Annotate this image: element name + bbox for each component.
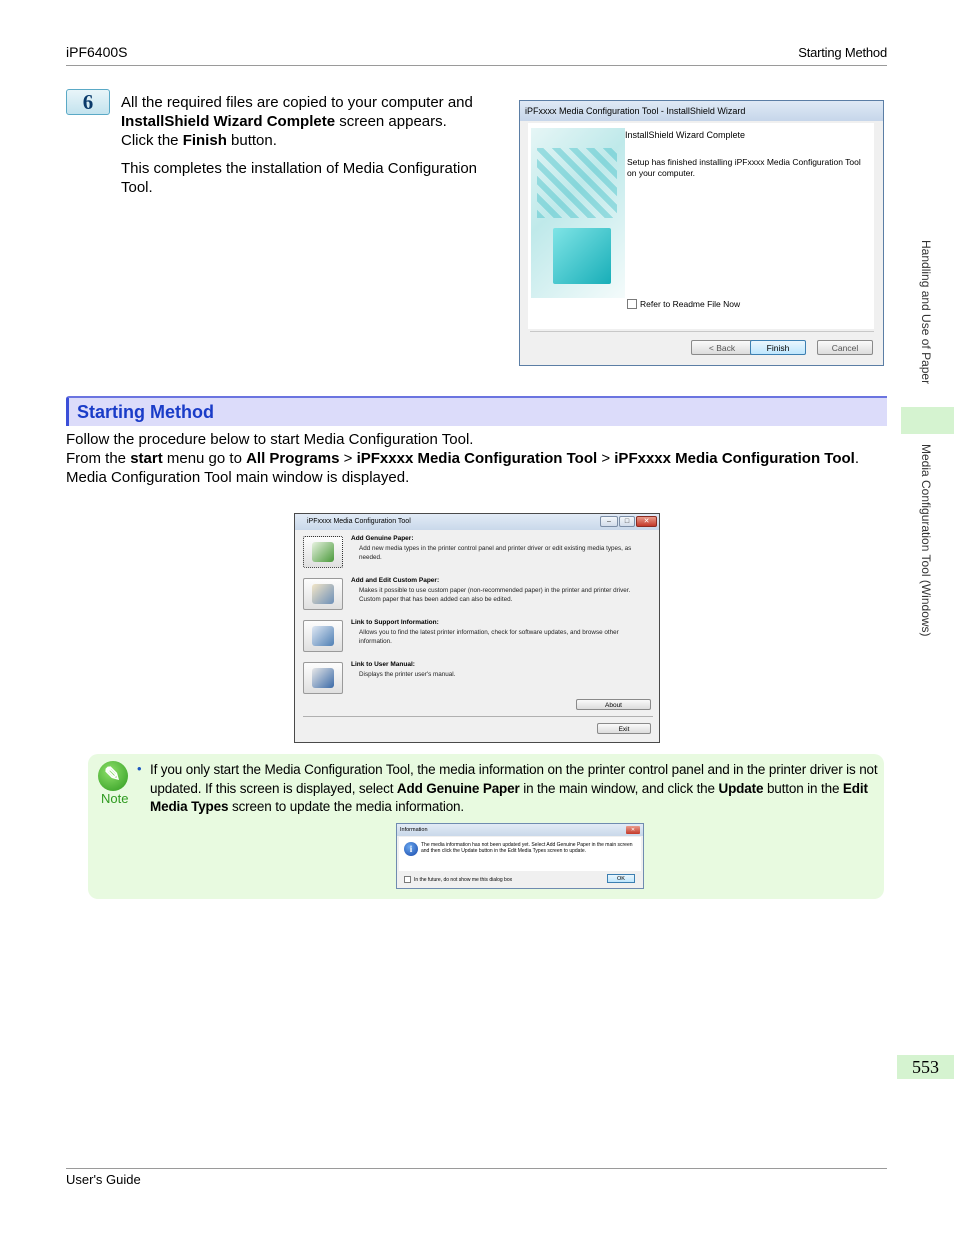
note-text-segment: screen to update the media information. <box>228 799 465 814</box>
side-tab-marker <box>901 407 954 434</box>
step-bold-finish: Finish <box>182 132 227 149</box>
info-title-bar: Information <box>397 824 643 836</box>
header-product: iPF6400S <box>66 44 128 60</box>
section-paragraph-2 <box>66 449 866 468</box>
info-dont-show-option[interactable] <box>404 876 512 883</box>
dont-show-checkbox[interactable] <box>404 876 411 883</box>
note-text-segment: button in the <box>763 780 843 796</box>
header-rule <box>66 65 887 66</box>
mct-item-description: Displays the printer user's manual. <box>359 671 456 678</box>
note-bullet: • <box>137 761 142 776</box>
mct-item-description: Add new media types in the printer control panel and printer driver or edit existing media types, as needed. <box>359 545 632 561</box>
maximize-icon[interactable]: □ <box>619 516 635 527</box>
step-text-segment: button. <box>226 132 277 149</box>
info-icon: i <box>404 842 418 856</box>
readme-checkbox-label: Refer to Readme File Now <box>640 299 741 309</box>
minimize-icon[interactable]: – <box>600 516 618 527</box>
body-text-segment: menu go to <box>162 450 247 467</box>
mct-item-label: Link to User Manual: <box>351 661 415 668</box>
wizard-body <box>528 123 874 329</box>
info-ok-button[interactable]: OK <box>607 874 635 883</box>
mct-item-label: Link to Support Information: <box>351 619 439 626</box>
body-bold-program-folder: iPFxxxx Media Configuration Tool <box>356 450 598 467</box>
add-genuine-paper-icon[interactable] <box>303 536 343 568</box>
step-paragraph-2: This completes the installation of Media Configuration Tool. <box>121 160 478 196</box>
step-number-badge: 6 <box>66 89 110 115</box>
wizard-separator <box>530 331 874 332</box>
section-paragraph-3: Media Configuration Tool main window is displayed. <box>66 469 410 486</box>
wizard-heading: InstallShield Wizard Complete <box>625 130 746 140</box>
mct-item-user-manual[interactable] <box>303 662 653 702</box>
step-text-segment: screen appears. <box>335 113 447 130</box>
exit-button[interactable]: Exit <box>597 723 651 734</box>
info-message: The media information has not been updated yet. Select Add Genuine Paper in the main screen and then click the Update button in the Edit Media Types screen to update. <box>421 842 633 855</box>
mct-item-label: Add Genuine Paper: <box>351 535 414 542</box>
section-title: Starting Method <box>77 402 214 422</box>
body-text-segment: > <box>339 450 357 467</box>
step-bold-installshield: InstallShield Wizard Complete <box>121 113 336 130</box>
mct-item-description: Allows you to find the latest printer information, check for software updates, and browse other information. <box>359 629 619 645</box>
wizard-art-cube <box>553 228 611 284</box>
step-paragraph-1 <box>121 93 501 150</box>
wizard-cube-artwork <box>531 128 625 298</box>
about-button[interactable]: About <box>576 699 651 710</box>
wizard-art-pattern <box>537 148 617 218</box>
mct-item-support-information[interactable] <box>303 620 653 660</box>
section-body <box>66 430 866 487</box>
side-subchapter-title: Media Configuration Tool (Windows) <box>919 444 933 637</box>
section-paragraph-1: Follow the procedure below to start Media Configuration Tool. <box>66 431 474 448</box>
wizard-readme-option[interactable] <box>627 299 740 309</box>
mct-title-bar: iPFxxxx Media Configuration Tool <box>295 514 659 530</box>
body-bold-start: start <box>130 450 163 467</box>
header-section: Starting Method <box>798 45 887 60</box>
step-text-segment: Click the <box>121 132 183 149</box>
body-text-segment: . <box>854 450 860 467</box>
mct-item-add-genuine-paper[interactable] <box>303 536 653 576</box>
media-configuration-tool-screenshot <box>294 513 660 743</box>
mct-item-label: Add and Edit Custom Paper: <box>351 577 440 584</box>
step-text <box>121 93 501 206</box>
note-bold-edit-media-types: Edit Media Types <box>150 780 868 814</box>
body-text-segment: From the <box>66 450 131 467</box>
note-text-segment: in the main window, and click the <box>519 780 719 796</box>
support-information-icon[interactable] <box>303 620 343 652</box>
dont-show-checkbox-label: In the future, do not show me this dialog box <box>414 876 513 883</box>
wizard-back-button[interactable]: < Back <box>691 340 753 355</box>
body-text-segment: > <box>597 450 615 467</box>
close-icon[interactable]: ✕ <box>636 516 657 527</box>
body-bold-program-item: iPFxxxx Media Configuration Tool <box>614 450 855 467</box>
note-text <box>150 761 880 817</box>
page-number: 553 <box>897 1055 954 1079</box>
readme-checkbox[interactable] <box>627 299 637 309</box>
step-text-segment: All the required files are copied to your computer and <box>121 94 473 111</box>
information-dialog-screenshot <box>396 823 644 889</box>
wizard-cancel-button[interactable]: Cancel <box>817 340 873 355</box>
side-chapter-title: Handling and Use of Paper <box>919 240 933 385</box>
body-bold-all-programs: All Programs <box>246 450 340 467</box>
mct-item-description: Makes it possible to use custom paper (non-recommended paper) in the printer and printer driver. Custom paper that has been added can also be edited. <box>359 587 631 603</box>
installshield-wizard-screenshot <box>519 100 884 366</box>
mct-item-custom-paper[interactable] <box>303 578 653 618</box>
pencil-icon: ✎ <box>104 764 121 786</box>
wizard-title-bar: iPFxxxx Media Configuration Tool - InstallShield Wizard <box>520 101 883 121</box>
user-manual-icon[interactable] <box>303 662 343 694</box>
info-body <box>399 837 641 871</box>
note-bold-update: Update <box>718 780 764 796</box>
note-text-segment: If you only start the Media Configuration Tool, the media information on the printer control panel and in the printer driver is not updated. If this screen is displayed, select <box>150 762 878 796</box>
wizard-finish-button[interactable]: Finish <box>750 340 806 355</box>
mct-separator <box>303 716 653 717</box>
custom-paper-icon[interactable] <box>303 578 343 610</box>
note-label: Note <box>101 791 129 806</box>
note-bold-add-genuine-paper: Add Genuine Paper <box>396 780 520 796</box>
footer-guide: User's Guide <box>66 1172 141 1187</box>
wizard-message: Setup has finished installing iPFxxxx Media Configuration Tool on your computer. <box>627 157 861 178</box>
footer-rule <box>66 1168 887 1169</box>
close-icon[interactable]: ✕ <box>626 826 640 834</box>
